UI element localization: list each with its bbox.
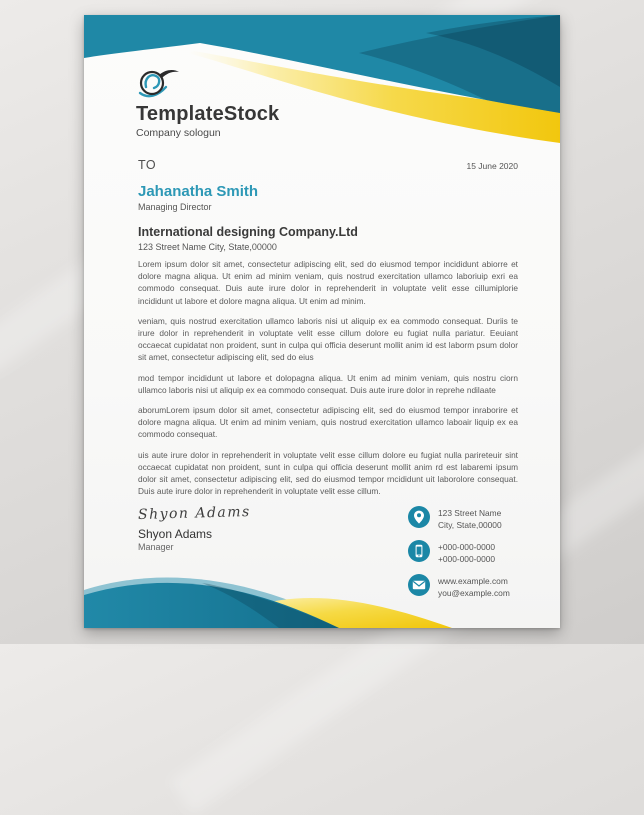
recipient-role: Managing Director	[138, 202, 212, 212]
contact-row-phone	[408, 540, 510, 565]
body-paragraph: veniam, quis nostrud exercitation ullamco laboris nisi ut aliquip ex ea commodo consequat. Duriis te irure dolor in reprehenderit in voluptate velit esse cillum dolore eu fugiat nulla pariatur. Eeuiant occaecat cupidatat non proident, sunt in culpa qui officia deserunt mollit anim id est laborm psum dolor sit amet, consectetur adipiscing elit, sed do eius	[138, 315, 518, 363]
to-row	[138, 158, 518, 172]
brand-name: TemplateStock	[136, 103, 280, 125]
company-logo-icon	[136, 63, 182, 101]
contact-line: 123 Street Name	[438, 508, 502, 518]
letterhead-page	[84, 15, 560, 628]
contact-row-address	[408, 506, 510, 531]
contact-phone-text	[438, 540, 495, 565]
contact-line: +000-000-0000	[438, 554, 496, 564]
letter-content	[138, 158, 518, 505]
brand-tagline: Company sologun	[136, 127, 221, 139]
body-paragraph: aborumLorem ipsum dolor sit amet, consectetur adipiscing elit, sed do eiusmod tempor inraborire et dolore magna aliqua. Ut enim ad minim veniam, quis nostrud exercitation ullamco laboair liquip ex ea commodo consequat.	[138, 405, 518, 440]
recipient-name: Jahanatha Smith	[138, 183, 259, 200]
contact-address-text	[438, 506, 502, 531]
footer-wave-graphic	[84, 566, 560, 628]
body-paragraph: mod tempor incididunt ut labore et dolopagna aliqua. Ut enim ad minim veniam, quis nostru ciorn ullamco laboris nisi ut aliquip ex ea commodo consequat. Duis aute irure dolor in reprehe ndilaate	[138, 372, 518, 395]
signer-role: Manager	[138, 542, 174, 552]
to-label: TO	[138, 158, 157, 172]
signature-block	[137, 504, 251, 552]
location-pin-icon	[408, 506, 430, 528]
contact-line: +000-000-0000	[438, 542, 496, 552]
contact-line: www.example.com	[438, 576, 508, 586]
body-paragraph: uis aute irure dolor in reprehenderit in voluptate velit esse cillum dolore eu fugiat nulla parireteuir sint occaecat cupidatat non proident, sunt in culpa qui officia deserunt mollit anim rd est labaremi ipsum dolor sit amet, consectetur adipiscing elit, sed do eiusmod tempor rncididunt uit laborolore consequat. Duis aute irure dolor in reprehenderit in voluptate velit esse cillum.	[138, 449, 518, 497]
recipient-address: 123 Street Name City, State,00000	[138, 242, 277, 252]
contact-line: you@example.com	[438, 588, 510, 598]
handwritten-signature: Shyon Adams	[137, 504, 251, 523]
signer-name: Shyon Adams	[138, 527, 213, 541]
phone-icon	[408, 540, 430, 562]
body-paragraph: Lorem ipsum dolor sit amet, consectetur adipiscing elit, sed do eiusmod tempor incididunt abiorre et dolore magna aliqua. Ut enim ad minim veniam, quis nostrud exercitation ullamco laboriuip exri ea commodo consequat. Duis aute irure dolor in reprehenderit in voluptate velit esse cillumiplorie incididunt ut labore et dolore magna aliqua. Ut enim ad minim.	[138, 259, 518, 306]
letter-body	[138, 258, 518, 497]
logo-block	[136, 63, 279, 139]
recipient-company: International designing Company.Ltd	[138, 225, 358, 239]
letter-date: 15 June 2020	[466, 161, 518, 171]
contact-line: City, State,00000	[438, 520, 502, 530]
